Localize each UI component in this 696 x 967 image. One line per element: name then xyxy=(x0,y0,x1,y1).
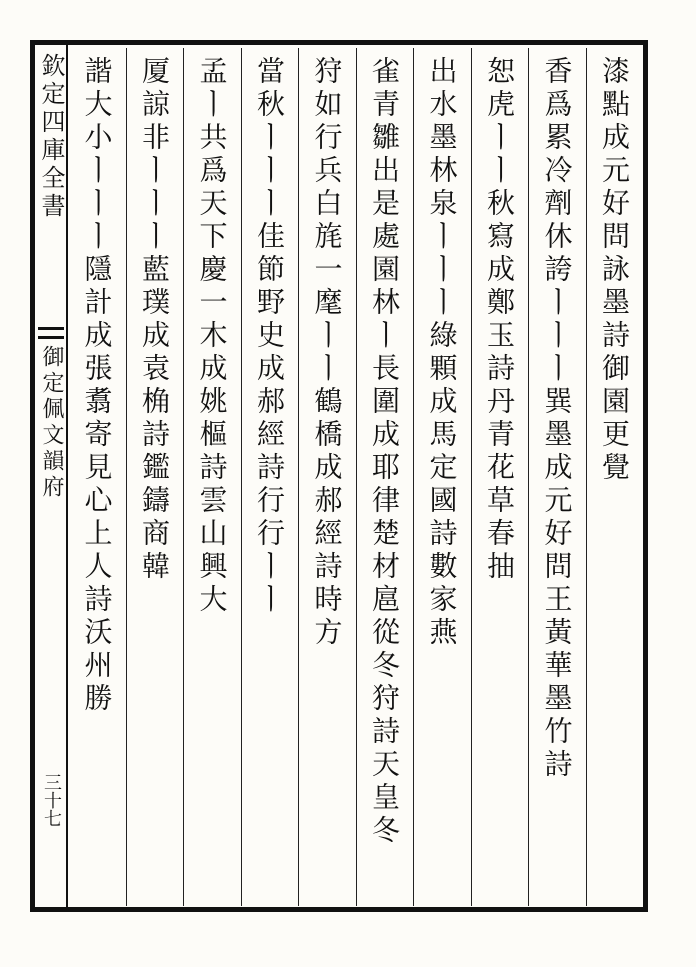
text-column: 恕虎ㅣㅣ秋寫成鄭玉詩丹青花草春抽 xyxy=(471,48,529,906)
spine-book-title: 御定佩文韻府 xyxy=(39,345,64,501)
spine-collection-title: 欽定四庫全書 xyxy=(37,53,65,221)
text-column: 孟ㅣ共爲天下慶一木成姚樞詩雲山興大 xyxy=(183,48,241,906)
text-column: 厦諒非ㅣㅣㅣ藍璞成袁桷詩鑑鑄商韓 xyxy=(126,48,184,906)
text-column: 香爲累冷劑休誇ㅣㅣㅣ巽墨成元好問王黃華墨竹詩 xyxy=(528,48,586,906)
text-column: 漆點成元好問詠墨詩御園更覺 xyxy=(586,48,644,906)
text-column: 出水墨林泉ㅣㅣㅣ綠顆成馬定國詩數家燕 xyxy=(413,48,471,906)
text-column: 雀青雛出是處園林ㅣ長圍成耶律楚材扈從冬狩詩天皇冬 xyxy=(356,48,414,906)
fish-tail-mark-icon xyxy=(38,327,64,339)
text-columns xyxy=(68,48,643,906)
text-column: 諧大小ㅣㅣㅣ隱計成張翥寄見心上人詩沃州勝 xyxy=(80,56,114,716)
page-number: 三十七 xyxy=(41,773,62,827)
text-column: 當秋ㅣㅣㅣ佳節野史成郝經詩行行ㅣㅣ xyxy=(241,48,299,906)
spine xyxy=(34,45,68,907)
text-column: 狩如行兵白旄一麾ㅣㅣ鶴橋成郝經詩時方 xyxy=(298,48,356,906)
